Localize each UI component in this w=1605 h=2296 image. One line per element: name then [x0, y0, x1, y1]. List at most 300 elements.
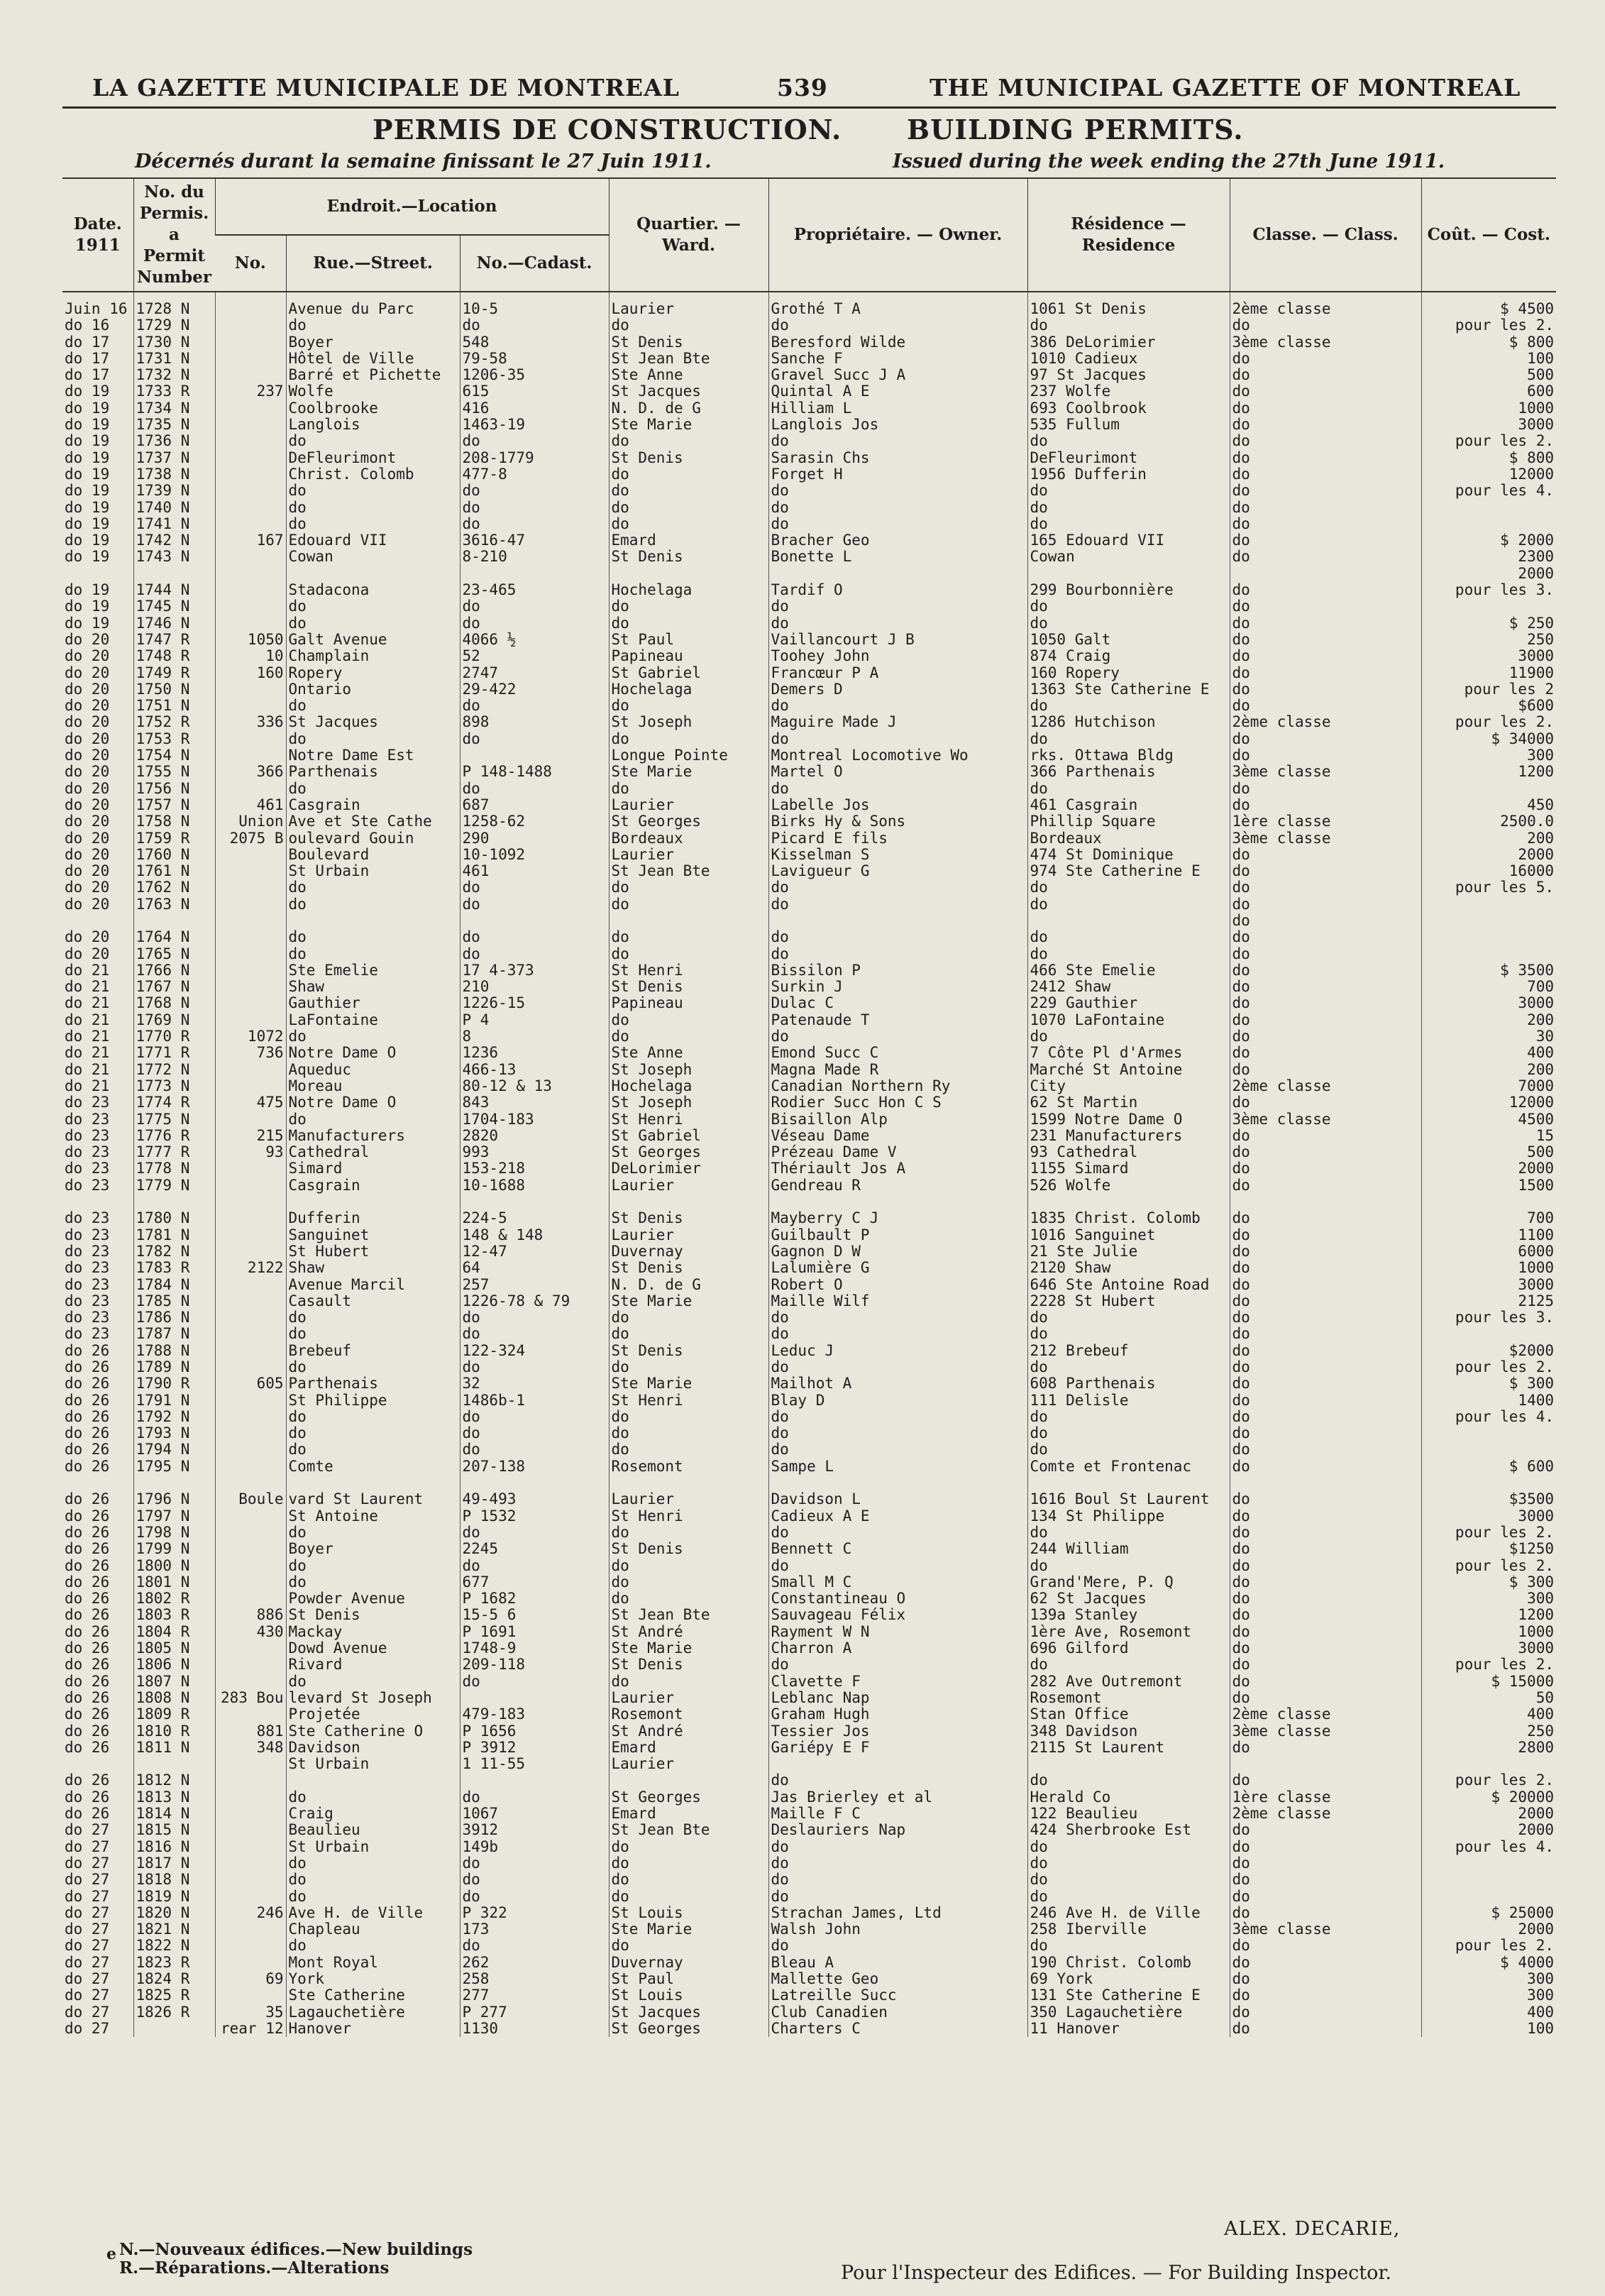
- row-residence: 212 Brebeuf: [1027, 1343, 1230, 1359]
- table-row: [62, 466, 1556, 483]
- row-ward: Ste Anne: [609, 1045, 768, 1061]
- row-cadastre: 23-465: [460, 582, 609, 598]
- row-ward: do: [609, 1938, 768, 1954]
- row-civic-number: [215, 1475, 286, 1491]
- header-no: No.: [215, 235, 286, 292]
- row-ward: do: [609, 1441, 768, 1458]
- row-cadastre: do: [460, 1674, 609, 1690]
- row-permit-number: 1770 R: [133, 1028, 215, 1045]
- row-street: do: [286, 1028, 460, 1045]
- row-permit-number: 1748 R: [133, 648, 215, 664]
- table-row: [62, 1508, 1556, 1525]
- row-cost: [1421, 913, 1556, 929]
- table-row: [62, 1111, 1556, 1128]
- row-cost: [1421, 1872, 1556, 1888]
- row-residence: 696 Gilford: [1027, 1640, 1230, 1657]
- row-ward: St Denis: [609, 334, 768, 351]
- row-permit-number: 1824 R: [133, 1971, 215, 1987]
- row-civic-number: [215, 1525, 286, 1541]
- row-date: do 26: [65, 1607, 110, 1624]
- row-date: do 27: [65, 1921, 110, 1938]
- row-residence: 134 St Philippe: [1027, 1508, 1230, 1525]
- row-cost: 400: [1421, 2004, 1556, 2021]
- table-row: [62, 1706, 1556, 1723]
- row-permit-number: 1794 N: [133, 1441, 215, 1458]
- row-ward: Hochelaga: [609, 1078, 768, 1094]
- row-cost: 4500: [1421, 1111, 1556, 1128]
- row-date: do 26: [65, 1657, 110, 1674]
- row-owner: Martel O: [768, 764, 1027, 780]
- row-owner: Maille Wilf: [768, 1293, 1027, 1309]
- row-street: Sanguinet: [286, 1227, 460, 1243]
- row-street: Ste Emelie: [286, 962, 460, 979]
- row-permit-number: 1736 N: [133, 433, 215, 449]
- row-date: do 21: [65, 979, 110, 996]
- row-ward: Laurier: [609, 292, 768, 317]
- row-class: do: [1230, 1425, 1421, 1441]
- row-date: do 26: [65, 1425, 110, 1442]
- row-cadastre: do: [460, 698, 609, 714]
- row-date: do 20: [65, 764, 110, 781]
- row-permit-number: 1738 N: [133, 466, 215, 483]
- row-cadastre: do: [460, 731, 609, 747]
- row-owner: do: [768, 1425, 1027, 1441]
- row-civic-number: [215, 466, 286, 483]
- row-street: do: [286, 1409, 460, 1425]
- row-date: [62, 1756, 133, 1772]
- row-permit-number: 1745 N: [133, 598, 215, 615]
- row-permit-number: 1809 R: [133, 1706, 215, 1723]
- row-owner: Gariépy E F: [768, 1740, 1027, 1756]
- row-cost: 2000: [1421, 566, 1556, 582]
- table-row: [62, 1028, 1556, 1045]
- row-owner: do: [768, 1872, 1027, 1888]
- row-date: do 23: [65, 1260, 110, 1277]
- row-permit-number: 1818 N: [133, 1872, 215, 1888]
- row-cost: 300: [1421, 1971, 1556, 1987]
- row-ward: do: [609, 781, 768, 797]
- row-permit-number: 1787 N: [133, 1326, 215, 1342]
- row-residence: Marché St Antoine: [1027, 1062, 1230, 1078]
- row-cadastre: 1704-183: [460, 1111, 609, 1128]
- row-ward: do: [609, 1872, 768, 1888]
- row-street: St Philippe: [286, 1393, 460, 1409]
- row-permit-number: [133, 2021, 215, 2037]
- row-street: Moreau: [286, 1078, 460, 1094]
- row-date: do 23: [65, 1127, 110, 1144]
- row-class: do: [1230, 1889, 1421, 1905]
- row-owner: Latreille Succ: [768, 1987, 1027, 2004]
- row-cost: 250: [1421, 632, 1556, 648]
- table-row: [62, 830, 1556, 847]
- row-ward: Laurier: [609, 1177, 768, 1194]
- row-owner: Bracher Geo: [768, 532, 1027, 549]
- row-cadastre: 843: [460, 1094, 609, 1111]
- row-residence: [1027, 913, 1230, 929]
- row-residence: 69 York: [1027, 1971, 1230, 1987]
- row-residence: Bordeaux: [1027, 830, 1230, 847]
- row-date: do 19: [65, 515, 110, 532]
- row-cadastre: P 3912: [460, 1740, 609, 1756]
- row-cost: 12000: [1421, 1094, 1556, 1111]
- row-ward: St Henri: [609, 1111, 768, 1128]
- row-owner: Mallette Geo: [768, 1971, 1027, 1987]
- row-cadastre: 208-1779: [460, 450, 609, 466]
- row-ward: [609, 913, 768, 929]
- row-street: do: [286, 1558, 460, 1574]
- table-row: [62, 1905, 1556, 1921]
- row-class: do: [1230, 962, 1421, 979]
- table-row: [62, 1144, 1556, 1160]
- row-date: do 27: [65, 1855, 110, 1872]
- row-street: Boyer: [286, 334, 460, 351]
- row-cost: [1421, 1756, 1556, 1772]
- row-cost: 100: [1421, 2021, 1556, 2037]
- row-date: do 19: [65, 449, 110, 466]
- row-class: do: [1230, 532, 1421, 549]
- row-cost: 1500: [1421, 1177, 1556, 1194]
- subtitle-english: Issued during the week ending the 27th June 1911.: [893, 150, 1445, 172]
- row-civic-number: 160: [215, 665, 286, 681]
- row-street: do: [286, 698, 460, 714]
- row-owner: Charron A: [768, 1640, 1027, 1657]
- row-street: York: [286, 1971, 460, 1987]
- row-residence: DeFleurimont: [1027, 450, 1230, 466]
- row-class: do: [1230, 1491, 1421, 1507]
- row-class: do: [1230, 1375, 1421, 1392]
- table-row: [62, 1359, 1556, 1375]
- row-cost: 200: [1421, 830, 1556, 847]
- row-street: St Hubert: [286, 1243, 460, 1260]
- row-civic-number: 2075 B: [215, 830, 286, 847]
- row-street: do: [286, 1111, 460, 1128]
- row-civic-number: [215, 1227, 286, 1243]
- row-cost: [1421, 929, 1556, 945]
- row-cadastre: 122-324: [460, 1343, 609, 1359]
- row-civic-number: [215, 1177, 286, 1194]
- row-class: do: [1230, 648, 1421, 664]
- row-civic-number: [215, 1194, 286, 1210]
- row-civic-number: [215, 681, 286, 698]
- row-cost: pour les 2.: [1421, 433, 1556, 449]
- row-cadastre: P 277: [460, 2004, 609, 2021]
- table-row: [62, 1343, 1556, 1359]
- row-civic-number: [215, 863, 286, 879]
- row-class: do: [1230, 1441, 1421, 1458]
- table-row: [62, 1756, 1556, 1772]
- row-residence: 190 Christ. Colomb: [1027, 1955, 1230, 1971]
- row-cost: pour les 2.: [1421, 1772, 1556, 1789]
- row-date: do 19: [65, 400, 110, 417]
- table-row: [62, 1094, 1556, 1111]
- row-class: do: [1230, 1062, 1421, 1078]
- row-civic-number: [215, 946, 286, 962]
- row-owner: do: [768, 879, 1027, 896]
- table-row: [62, 450, 1556, 466]
- row-civic-number: [215, 1062, 286, 1078]
- row-cost: $2000: [1421, 1343, 1556, 1359]
- row-civic-number: [215, 450, 286, 466]
- row-owner: Leduc J: [768, 1343, 1027, 1359]
- row-cadastre: 1748-9: [460, 1640, 609, 1657]
- row-street: do: [286, 781, 460, 797]
- row-street: Parthenais: [286, 764, 460, 780]
- row-residence: 1ère Ave, Rosemont: [1027, 1624, 1230, 1640]
- row-class: do: [1230, 863, 1421, 879]
- row-owner: Demers D: [768, 681, 1027, 698]
- row-civic-number: [215, 1326, 286, 1342]
- table-row: [62, 615, 1556, 632]
- row-cost: 1400: [1421, 1393, 1556, 1409]
- row-cadastre: 10-5: [460, 292, 609, 317]
- row-civic-number: [215, 979, 286, 995]
- table-row: [62, 781, 1556, 797]
- row-residence: 131 Ste Catherine E: [1027, 1987, 1230, 2004]
- row-ward: do: [609, 896, 768, 913]
- row-street: Shaw: [286, 1260, 460, 1276]
- row-cost: 7000: [1421, 1078, 1556, 1094]
- row-permit-number: 1821 N: [133, 1921, 215, 1938]
- row-residence: Phillip Square: [1027, 813, 1230, 830]
- row-date: do 20: [65, 631, 110, 648]
- row-civic-number: [215, 516, 286, 532]
- row-cadastre: 2747: [460, 665, 609, 681]
- table-row: [62, 2021, 1556, 2037]
- row-civic-number: [215, 598, 286, 615]
- row-civic-number: 366: [215, 764, 286, 780]
- row-ward: do: [609, 1558, 768, 1574]
- row-class: do: [1230, 1028, 1421, 1045]
- row-civic-number: Boule: [215, 1491, 286, 1507]
- row-class: do: [1230, 500, 1421, 516]
- table-row: [62, 1475, 1556, 1491]
- row-ward: do: [609, 615, 768, 632]
- row-owner: Tessier Jos: [768, 1723, 1027, 1740]
- row-cost: $ 20000: [1421, 1789, 1556, 1806]
- table-row: [62, 1491, 1556, 1507]
- row-date: do 20: [65, 879, 110, 896]
- row-street: do: [286, 879, 460, 896]
- row-class: do: [1230, 615, 1421, 632]
- table-row: [62, 317, 1556, 334]
- row-street: Mont Royal: [286, 1955, 460, 1971]
- row-ward: St Paul: [609, 1971, 768, 1987]
- row-cost: [1421, 1855, 1556, 1872]
- row-cadastre: do: [460, 1441, 609, 1458]
- row-permit-number: 1769 N: [133, 1012, 215, 1028]
- row-cost: 3000: [1421, 1508, 1556, 1525]
- row-date: do 27: [65, 1838, 110, 1855]
- row-class: do: [1230, 1674, 1421, 1690]
- row-residence: do: [1027, 1326, 1230, 1342]
- row-residence: Rosemont: [1027, 1690, 1230, 1706]
- table-row: [62, 1227, 1556, 1243]
- row-street: Stadacona: [286, 582, 460, 598]
- table-row: [62, 1293, 1556, 1309]
- row-permit-number: 1772 N: [133, 1062, 215, 1078]
- row-cost: 500: [1421, 367, 1556, 383]
- table-row: [62, 1591, 1556, 1607]
- row-permit-number: 1754 N: [133, 747, 215, 764]
- row-owner: Small M C: [768, 1574, 1027, 1591]
- row-owner: do: [768, 1889, 1027, 1905]
- row-residence: 386 DeLorimier: [1027, 334, 1230, 351]
- row-owner: Hilliam L: [768, 400, 1027, 417]
- row-permit-number: 1731 N: [133, 351, 215, 367]
- row-ward: St Joseph: [609, 1062, 768, 1078]
- row-permit-number: 1749 R: [133, 665, 215, 681]
- row-street: Avenue Marcil: [286, 1277, 460, 1293]
- row-permit-number: 1759 R: [133, 830, 215, 847]
- row-date: do 20: [65, 780, 110, 797]
- row-ward: St Denis: [609, 450, 768, 466]
- row-cost: 300: [1421, 1591, 1556, 1607]
- row-civic-number: [215, 1425, 286, 1441]
- row-cadastre: 416: [460, 400, 609, 417]
- row-residence: do: [1027, 1409, 1230, 1425]
- row-cadastre: [460, 913, 609, 929]
- row-ward: St Gabriel: [609, 665, 768, 681]
- legend-new-buildings: N.—Nouveaux édifices.—New buildings: [119, 2240, 473, 2259]
- row-owner: Robert O: [768, 1277, 1027, 1293]
- row-date: do 27: [65, 1970, 110, 1987]
- row-residence: do: [1027, 1425, 1230, 1441]
- row-street: Craig: [286, 1806, 460, 1822]
- row-ward: St Denis: [609, 1541, 768, 1557]
- row-street: Projetée: [286, 1706, 460, 1723]
- row-civic-number: [215, 1309, 286, 1326]
- row-ward: do: [609, 1855, 768, 1872]
- row-owner: Magna Made R: [768, 1062, 1027, 1078]
- row-ward: do: [609, 1012, 768, 1028]
- row-residence: Comte et Frontenac: [1027, 1459, 1230, 1475]
- row-date: do 27: [65, 1987, 110, 2004]
- row-civic-number: [215, 367, 286, 383]
- row-street: Lagauchetière: [286, 2004, 460, 2021]
- row-residence: do: [1027, 500, 1230, 516]
- row-owner: Maguire Made J: [768, 714, 1027, 730]
- row-class: do: [1230, 1905, 1421, 1921]
- row-permit-number: 1742 N: [133, 532, 215, 549]
- row-date: Juin 16: [65, 300, 128, 317]
- row-residence: Herald Co: [1027, 1789, 1230, 1806]
- signature-name: ALEX. DECARIE,: [1224, 2218, 1401, 2240]
- row-permit-number: 1766 N: [133, 962, 215, 979]
- row-residence: do: [1027, 1839, 1230, 1855]
- row-permit-number: 1819 N: [133, 1889, 215, 1905]
- row-owner: Strachan James, Ltd: [768, 1905, 1027, 1921]
- row-cadastre: do: [460, 598, 609, 615]
- row-street: Galt Avenue: [286, 632, 460, 648]
- row-ward: St André: [609, 1723, 768, 1740]
- row-cadastre: 148 & 148: [460, 1227, 609, 1243]
- row-owner: Patenaude T: [768, 1012, 1027, 1028]
- table-row: [62, 549, 1556, 565]
- row-permit-number: 1730 N: [133, 334, 215, 351]
- row-class: do: [1230, 1872, 1421, 1888]
- row-ward: St Louis: [609, 1905, 768, 1921]
- header-rule: [62, 106, 1556, 109]
- row-cost: $1250: [1421, 1541, 1556, 1557]
- row-cadastre: 64: [460, 1260, 609, 1276]
- header-residence: Résidence — Residence: [1027, 178, 1230, 292]
- table-row: [62, 400, 1556, 417]
- row-ward: St Jacques: [609, 2004, 768, 2021]
- row-residence: do: [1027, 516, 1230, 532]
- row-civic-number: [215, 1277, 286, 1293]
- row-cost: pour les 2: [1421, 681, 1556, 698]
- row-cadastre: do: [460, 516, 609, 532]
- row-street: Dowd Avenue: [286, 1640, 460, 1657]
- row-cost: 11900: [1421, 665, 1556, 681]
- row-class: do: [1230, 1607, 1421, 1623]
- row-residence: do: [1027, 1525, 1230, 1541]
- row-date: do 19: [65, 466, 110, 483]
- row-residence: 2115 St Laurent: [1027, 1740, 1230, 1756]
- row-civic-number: [215, 913, 286, 929]
- row-date: do 26: [65, 1524, 110, 1541]
- row-date: do 19: [65, 433, 110, 450]
- row-ward: do: [609, 1309, 768, 1326]
- row-class: [1230, 566, 1421, 582]
- row-civic-number: [215, 1591, 286, 1607]
- row-date: do 21: [65, 1077, 110, 1094]
- row-cadastre: 8-210: [460, 549, 609, 565]
- row-residence: 1599 Notre Dame O: [1027, 1111, 1230, 1128]
- row-permit-number: 1752 R: [133, 714, 215, 730]
- row-cadastre: do: [460, 500, 609, 516]
- row-residence: do: [1027, 1359, 1230, 1375]
- row-ward: Bordeaux: [609, 830, 768, 847]
- row-cadastre: 898: [460, 714, 609, 730]
- row-cost: 450: [1421, 797, 1556, 813]
- row-cost: [1421, 1441, 1556, 1458]
- row-residence: do: [1027, 896, 1230, 913]
- row-residence: 2412 Shaw: [1027, 979, 1230, 995]
- row-date: do 26: [65, 1806, 110, 1823]
- row-permit-number: 1774 R: [133, 1094, 215, 1111]
- row-owner: Surkin J: [768, 979, 1027, 995]
- table-row: [62, 1789, 1556, 1806]
- table-row: [62, 1177, 1556, 1194]
- row-class: do: [1230, 1260, 1421, 1276]
- row-cost: 400: [1421, 1706, 1556, 1723]
- row-owner: Beresford Wilde: [768, 334, 1027, 351]
- row-permit-number: 1799 N: [133, 1541, 215, 1557]
- row-cadastre: 1486b-1: [460, 1393, 609, 1409]
- row-cost: 30: [1421, 1028, 1556, 1045]
- row-civic-number: [215, 1987, 286, 2004]
- row-cadastre: 1226-78 & 79: [460, 1293, 609, 1309]
- row-cadastre: [460, 747, 609, 764]
- row-class: do: [1230, 549, 1421, 565]
- row-cadastre: do: [460, 317, 609, 334]
- row-street: Hanover: [286, 2021, 460, 2037]
- row-permit-number: 1768 N: [133, 995, 215, 1011]
- row-cost: 3000: [1421, 1277, 1556, 1293]
- row-ward: [609, 1475, 768, 1491]
- row-civic-number: [215, 334, 286, 351]
- row-date: do 26: [65, 1491, 110, 1508]
- row-residence: 646 Ste Antoine Road: [1027, 1277, 1230, 1293]
- row-residence: 1061 St Denis: [1027, 292, 1230, 317]
- row-civic-number: 736: [215, 1045, 286, 1061]
- table-row: [62, 1160, 1556, 1177]
- row-civic-number: [215, 566, 286, 582]
- row-cost: $ 250: [1421, 615, 1556, 632]
- row-class: do: [1230, 1409, 1421, 1425]
- table-row: [62, 1062, 1556, 1078]
